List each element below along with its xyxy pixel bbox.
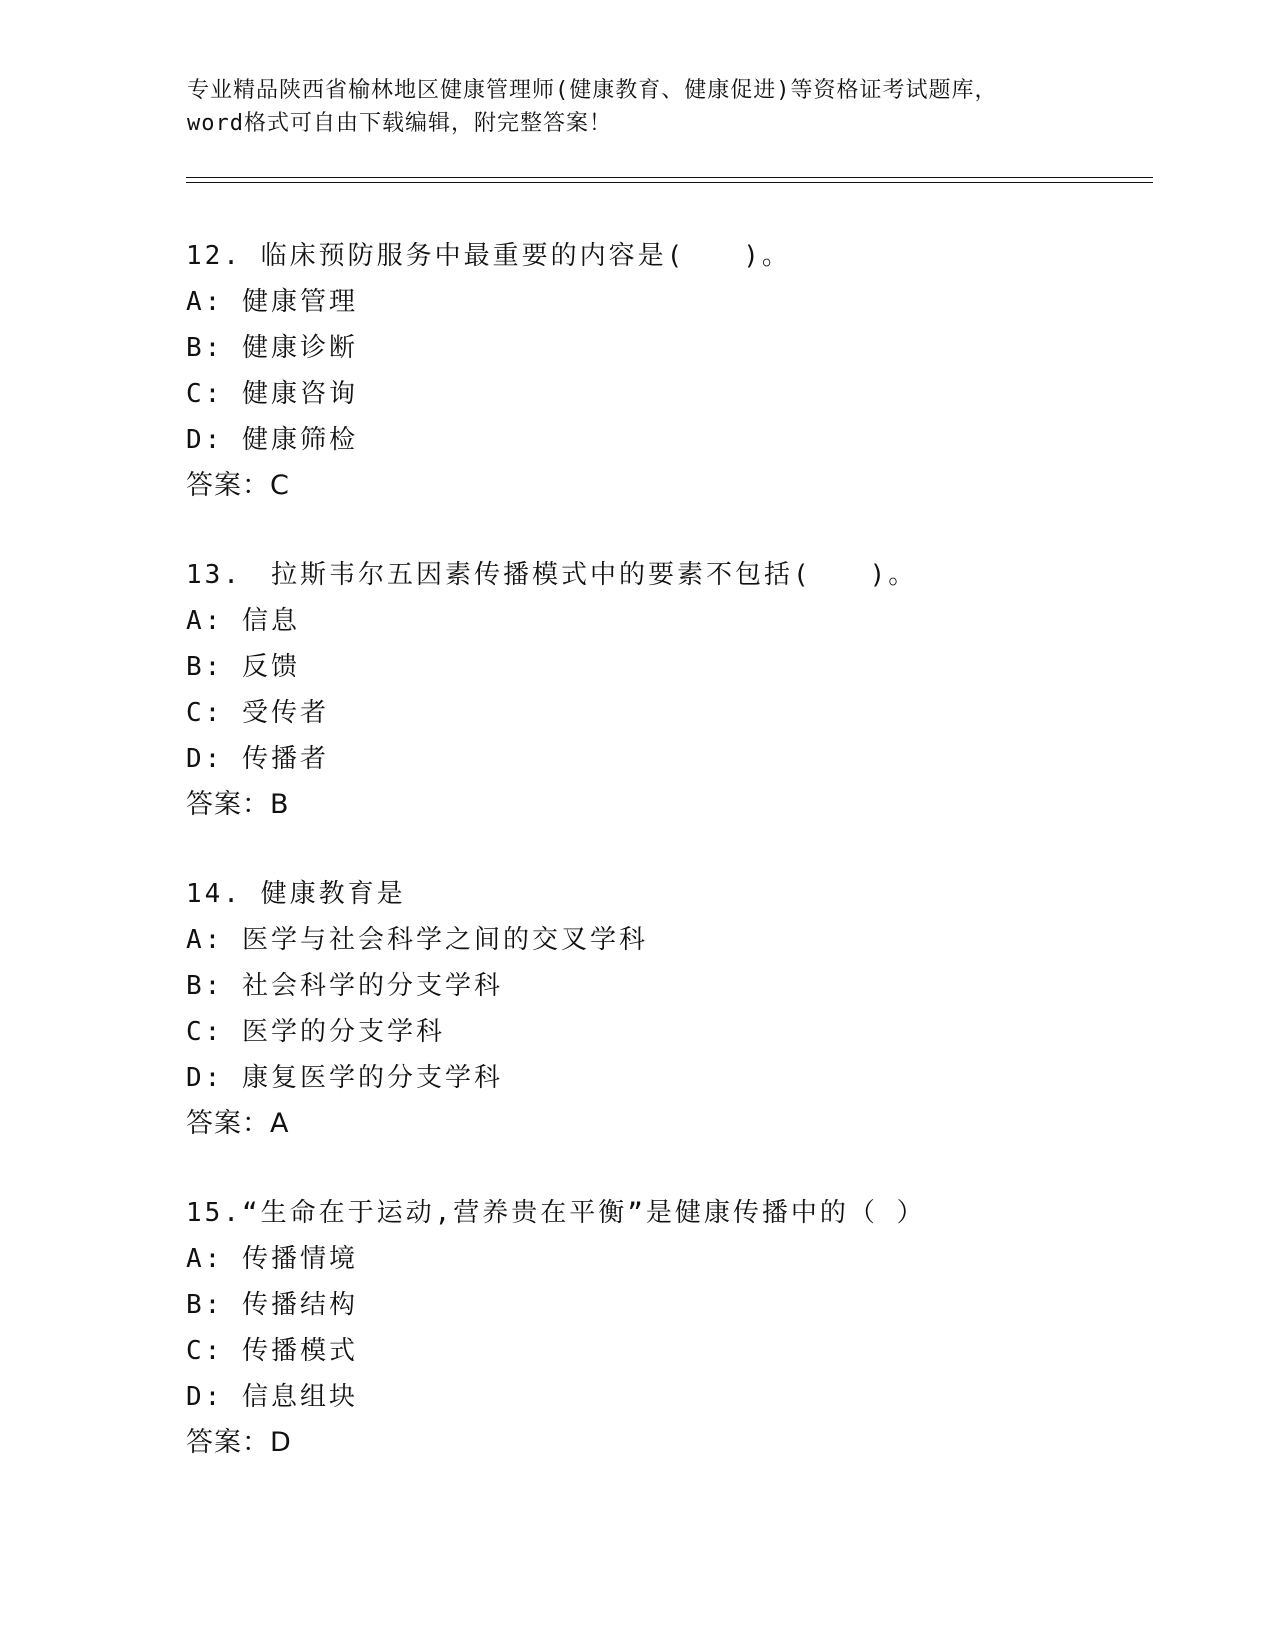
header-line-2: word格式可自由下载编辑，附完整答案！ [187,111,612,136]
header-divider-bottom [186,182,1153,183]
question-stem: 13. 拉斯韦尔五因素传播模式中的要素不包括( )。 [186,560,918,590]
question-stem: 14. 健康教育是 [186,879,406,909]
question-stem: 12. 临床预防服务中最重要的内容是( )。 [186,241,791,271]
option-d: D: 康复医学的分支学科 [186,1063,503,1093]
option-c: C: 受传者 [186,698,329,728]
option-d: D: 传播者 [186,744,329,774]
option-b: B: 反馈 [186,652,300,682]
option-a: A: 传播情境 [186,1244,358,1274]
option-d: D: 健康筛检 [186,425,358,455]
option-b: B: 健康诊断 [186,333,358,363]
header-divider-top [186,177,1153,178]
option-a: A: 健康管理 [186,287,358,317]
option-b: B: 社会科学的分支学科 [186,971,503,1001]
question-13 [186,552,1146,828]
answer: 答案：A [186,1108,290,1139]
header-line-1: 专业精品陕西省榆林地区健康管理师(健康教育、健康促进)等资格证考试题库， [187,78,998,103]
question-14 [186,871,1146,1147]
answer: 答案：B [186,789,290,820]
option-c: C: 健康咨询 [186,379,358,409]
answer: 答案：C [186,470,290,501]
option-a: A: 信息 [186,606,300,636]
question-12 [186,233,1146,509]
question-stem: 15.“生命在于运动,营养贵在平衡”是健康传播中的（ ） [186,1198,926,1228]
option-c: C: 医学的分支学科 [186,1017,445,1047]
option-a: A: 医学与社会科学之间的交叉学科 [186,925,648,955]
option-b: B: 传播结构 [186,1290,358,1320]
option-d: D: 信息组块 [186,1382,358,1412]
question-15 [186,1190,1146,1466]
answer: 答案：D [186,1427,292,1458]
option-c: C: 传播模式 [186,1336,358,1366]
document-header [187,74,1087,140]
